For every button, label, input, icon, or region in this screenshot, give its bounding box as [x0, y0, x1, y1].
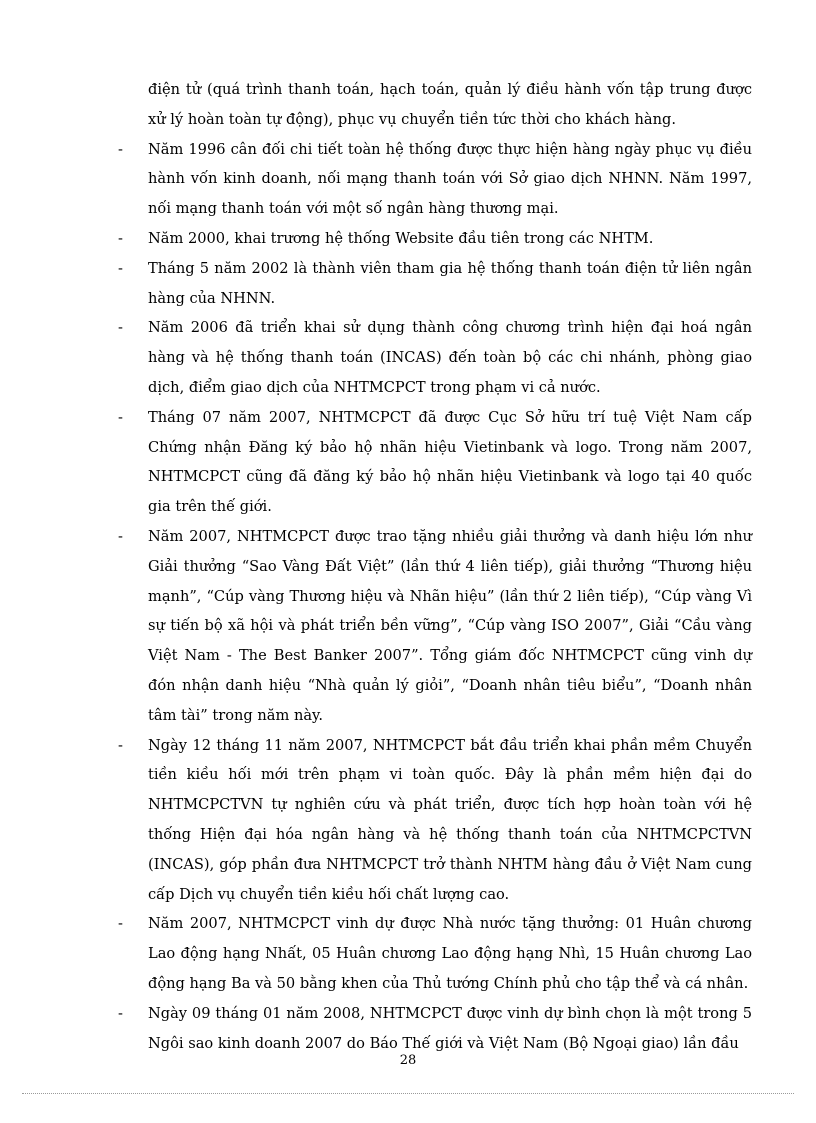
page-number: 28 — [399, 1053, 417, 1068]
list-item-text: Năm 2000, khai trương hệ thống Website đầu tiên trong các NHTM. — [148, 229, 654, 247]
bullet-dash: - — [118, 1004, 123, 1022]
list-item — [114, 909, 752, 998]
list-item-text: Năm 1996 cân đối chi tiết toàn hệ thống được thực hiện hàng ngày phục vụ điều hành vốn kinh doanh, nối mạng thanh toán với Sở giao dịch NHNN. Năm 1997, nối mạng thanh toán với một số ngân hàng thương mại. — [148, 140, 752, 218]
bullet-dash: - — [118, 140, 123, 158]
list-item — [114, 224, 752, 254]
list-item — [114, 254, 752, 314]
footer-divider — [22, 1093, 794, 1094]
list-item-text: Năm 2007, NHTMCPCT được trao tặng nhiều giải thưởng và danh hiệu lớn như Giải thưởng “Sao Vàng Đất Việt” (lần thứ 4 liên tiếp), giải thưởng “Thương hiệu mạnh”, “Cúp vàng Thương hiệu và Nhãn hiệu” (lần thứ 2 liên tiếp), “Cúp vàng Vì sự tiến bộ xã hội và phát triển bền vững”, “Cúp vàng ISO 2007”, Giải “Cầu vàng Việt Nam - The Best Banker 2007”. Tổng giám đốc NHTMCPCT cũng vinh dự đón nhận danh hiệu “Nhà quản lý giỏi”, “Doanh nhân tiêu biểu”, “Doanh nhân tâm tài” trong năm này. — [148, 527, 752, 724]
list-item — [114, 135, 752, 224]
bullet-dash: - — [118, 229, 123, 247]
list-item — [114, 403, 752, 522]
bullet-dash: - — [118, 736, 123, 754]
list-item-text: Năm 2006 đã triển khai sử dụng thành công chương trình hiện đại hoá ngân hàng và hệ thống thanh toán (INCAS) đến toàn bộ các chi nhánh, phòng giao dịch, điểm giao dịch của NHTMCPCT trong phạm vi cả nước. — [148, 319, 752, 396]
list-item — [114, 313, 752, 402]
bullet-dash: - — [118, 408, 123, 426]
list-item-text: Ngày 09 tháng 01 năm 2008, NHTMCPCT được vinh dự bình chọn là một trong 5 Ngôi sao kinh doanh 2007 do Báo Thế giới và Việt Nam (Bộ Ngoại giao) lần đầu — [148, 1004, 752, 1052]
list-item-text: Ngày 12 tháng 11 năm 2007, NHTMCPCT bắt đầu triển khai phần mềm Chuyển tiền kiều hối mới trên phạm vi toàn quốc. Đây là phần mềm hiện đại do NHTMCPCTVN tự nghiên cứu và phát triển, được tích hợp hoàn toàn với hệ thống Hiện đại hóa ngân hàng và hệ thống thanh toán của NHTMCPCTVN (INCAS), góp phần đưa NHTMCPCT trở thành NHTM hàng đầu ở Việt Nam cung cấp Dịch vụ chuyển tiền kiều hối chất lượng cao. — [148, 736, 752, 903]
list-item-text: Tháng 07 năm 2007, NHTMCPCT đã được Cục Sở hữu trí tuệ Việt Nam cấp Chứng nhận Đăng ký bảo hộ nhãn hiệu Vietinbank và logo. Trong năm 2007, NHTMCPCT cũng đã đăng ký bảo hộ nhãn hiệu Vietinbank và logo tại 40 quốc gia trên thế giới. — [148, 408, 752, 516]
bullet-dash: - — [118, 527, 123, 545]
list-item — [114, 999, 752, 1059]
list-item — [114, 522, 752, 731]
document-body — [114, 75, 752, 1058]
list-item-text: Tháng 5 năm 2002 là thành viên tham gia hệ thống thanh toán điện tử liên ngân hàng của NHNN. — [148, 259, 752, 307]
bullet-dash: - — [118, 915, 123, 933]
list-item — [114, 731, 752, 910]
bullet-dash: - — [118, 259, 123, 277]
list-item-text: Năm 2007, NHTMCPCT vinh dự được Nhà nước tặng thưởng: 01 Huân chương Lao động hạng Nhất, 05 Huân chương Lao động hạng Nhì, 15 Huân chương Lao động hạng Ba và 50 bằng khen của Thủ tướng Chính phủ cho tập thể và cá nhân. — [148, 915, 752, 992]
bullet-dash: - — [118, 319, 123, 337]
continued-paragraph: điện tử (quá trình thanh toán, hạch toán, quản lý điều hành vốn tập trung được xử lý hoàn toàn tự động), phục vụ chuyển tiền tức thời cho khách hàng. — [148, 81, 752, 128]
